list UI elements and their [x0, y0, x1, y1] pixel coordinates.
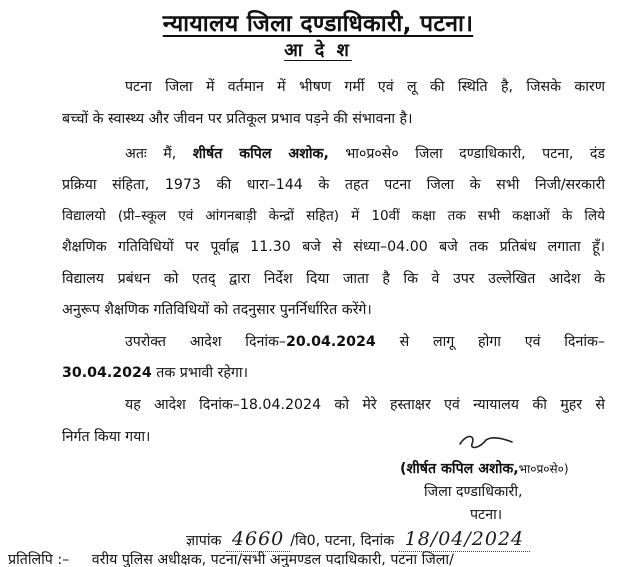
copy-recipients: वरीय पुलिस अधीक्षक, पटना/सभी अनुमण्डल पदाधिकारी, पटना जिला/	[91, 552, 454, 567]
effective-from-label: उपरोक्त आदेश दिनांक–	[125, 334, 287, 350]
paragraph-4-line-2: निर्गत किया गया।	[62, 429, 151, 445]
memo-date: 18/04/2024	[399, 527, 531, 552]
document-title: न्यायालय जिला दण्डाधिकारी, पटना।	[162, 11, 474, 37]
paragraph-1-line-2: बच्चों के स्वास्थ्य और जीवन पर प्रतिकूल प्रभाव पड़ने की संभावना है।	[62, 111, 413, 127]
memo-line	[186, 527, 530, 553]
paragraph-2-line-2: प्रक्रिया संहिता, 1973 की धारा–144 के तहत पटना जिला के सभी निजी/सरकारी	[62, 177, 605, 193]
effective-to-suffix: तक प्रभावी रहेगा।	[156, 365, 248, 381]
effective-from-date: 20.04.2024	[286, 334, 376, 350]
signatory-service: भा०प्र०से०)	[518, 462, 569, 476]
officer-name: शीर्षत कपिल अशोक,	[192, 146, 329, 162]
signatory-name-line	[400, 460, 569, 478]
copy-line	[8, 551, 454, 567]
paragraph-2-line-3: विद्यालयो (प्री–स्कूल एवं आंगनबाड़ी केन्द्रों सहित) में 10वीं कक्षा तक सभी कक्षाओं के लिये	[62, 208, 605, 224]
copy-label: प्रतिलिपि :–	[8, 552, 70, 567]
paragraph-4-line-1: यह आदेश दिनांक–18.04.2024 को मेरे हस्ताक्षर एवं न्यायालय की मुहर से	[125, 397, 605, 413]
signatory-designation: जिला दण्डाधिकारी,	[424, 484, 523, 500]
paragraph-2-line-6: अनुरूप शैक्षणिक गतिविधियों को तदनुसार पुनर्निर्धारित करेंगे।	[62, 302, 372, 318]
signature-mark	[456, 430, 516, 456]
memo-number: 4660	[226, 527, 290, 552]
memo-office-date-label: /वि0, पटना, दिनांक	[290, 533, 395, 549]
paragraph-3-line-1	[125, 333, 605, 351]
document-subtitle: आ दे श	[284, 40, 352, 61]
paragraph-2-line-1	[125, 145, 605, 163]
paragraph-1-line-1: पटना जिला में वर्तमान में भीषण गर्मी एवं लू की स्थिति है, जिसके कारण	[125, 79, 605, 95]
paragraph-2-line-5: विद्यालय प्रबंधन को एतद् द्वारा निर्देश दिया जाता है कि वे उपर उल्लेखित आदेश के	[62, 271, 605, 287]
signatory-place: पटना।	[470, 507, 503, 523]
signatory-name: (शीर्षत कपिल अशोक,	[400, 461, 519, 477]
memo-label: ज्ञापांक	[186, 533, 222, 549]
paragraph-2-line-4: शैक्षणिक गतिविधियों पर पूर्वाह्न 11.30 बजे से संध्या–04.00 बजे तक प्रतिबंध लगाता हूँ।	[62, 239, 605, 255]
effective-to-label: से लागू होगा एवं दिनांक–	[399, 334, 605, 350]
effective-to-date: 30.04.2024	[62, 365, 152, 381]
paragraph-3-line-2	[62, 364, 248, 382]
officer-designation: भा०प्र०से० जिला दण्डाधिकारी, पटना, दंड	[345, 146, 606, 162]
order-prefix: अतः मैं,	[125, 146, 177, 162]
